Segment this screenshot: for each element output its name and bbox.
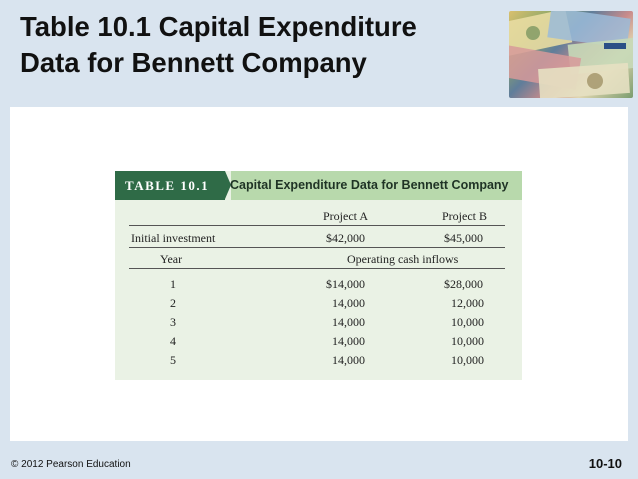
table-header — [115, 171, 522, 200]
slide-title-line-2: Data for Bennett Company — [20, 47, 367, 78]
table-row-project-a: 14,000 — [332, 353, 365, 367]
operating-cash-inflows-header: Operating cash inflows — [347, 252, 459, 266]
table-row-project-b: 12,000 — [451, 296, 484, 310]
slide-title — [20, 9, 500, 81]
table-row-project-b: 10,000 — [451, 334, 484, 348]
table-row-year: 2 — [170, 296, 176, 310]
col-header-project-b: Project B — [442, 209, 487, 223]
table-row-year: 5 — [170, 353, 176, 367]
table-row-project-b: $28,000 — [444, 277, 483, 291]
rule-investment — [129, 247, 505, 248]
table-label: TABLE 10.1 — [115, 171, 225, 200]
initial-investment-project-a: $42,000 — [326, 231, 365, 245]
table-row-year: 1 — [170, 277, 176, 291]
copyright-footer: © 2012 Pearson Education — [11, 459, 131, 470]
table-row-project-b: 10,000 — [451, 353, 484, 367]
slide-title-line-1: Table 10.1 Capital Expenditure — [20, 11, 417, 42]
table-row-year: 3 — [170, 315, 176, 329]
capital-expenditure-table — [115, 171, 522, 380]
table-row-project-a: 14,000 — [332, 315, 365, 329]
table-row-project-a: 14,000 — [332, 334, 365, 348]
table-caption: Capital Expenditure Data for Bennett Company — [230, 178, 509, 192]
money-photo — [509, 11, 633, 98]
slide-number: 10-10 — [588, 456, 622, 471]
initial-investment-project-b: $45,000 — [444, 231, 483, 245]
initial-investment-label: Initial investment — [131, 231, 216, 245]
col-header-project-a: Project A — [323, 209, 368, 223]
table-row-project-b: 10,000 — [451, 315, 484, 329]
rule-subheader — [129, 268, 505, 269]
table-row-year: 4 — [170, 334, 176, 348]
table-row-project-a: 14,000 — [332, 296, 365, 310]
year-header: Year — [160, 252, 183, 266]
rule-top — [129, 225, 505, 226]
money-photo-illustration — [509, 11, 633, 98]
table-row-project-a: $14,000 — [326, 277, 365, 291]
